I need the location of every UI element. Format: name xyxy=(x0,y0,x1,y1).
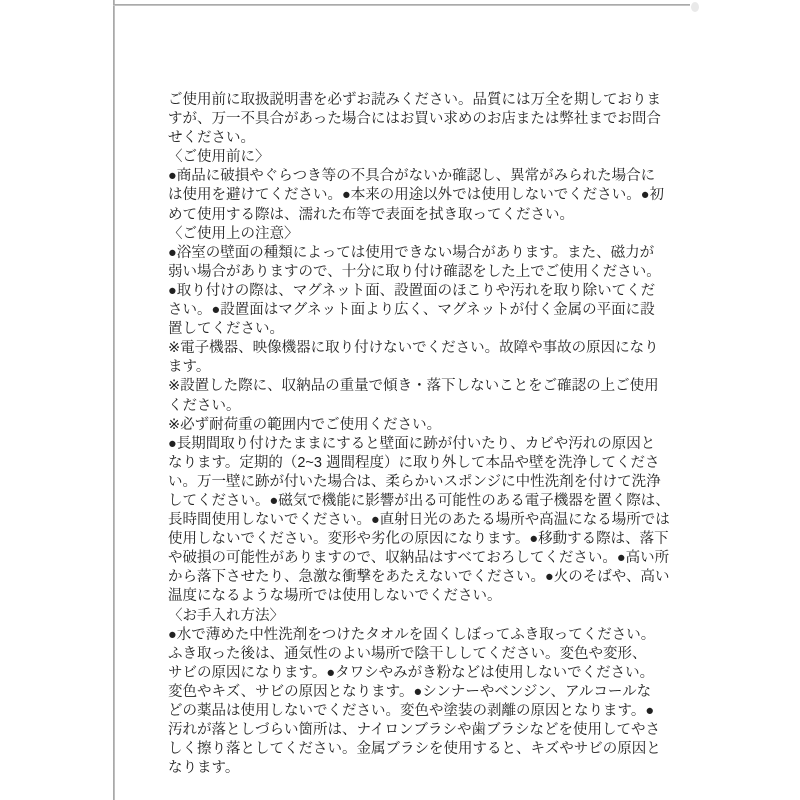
section-heading-line: 〈ご使用前に〉 xyxy=(168,149,270,166)
doc-text-line: 置してください。 xyxy=(168,321,284,338)
doc-text-line: 変色やキズ、サビの原因となります。●シンナーやベンジン、アルコールな xyxy=(168,683,652,700)
scan-artifact-speck xyxy=(691,2,699,12)
doc-text-line: せください。 xyxy=(168,130,255,147)
doc-text-line: ※設置した際に、収納品の重量で傾き・落下しないことをご確認の上ご使用 xyxy=(168,378,659,395)
doc-text-line: 汚れが落としづらい箇所は、ナイロンブラシや歯ブラシなどを使用してやさ xyxy=(168,722,660,739)
doc-text-line: めて使用する際は、濡れた布等で表面を拭き取ってください。 xyxy=(168,206,574,223)
page-edge-top-line xyxy=(113,4,690,6)
doc-text-line: や破損の可能性がありますので、収納品はすべておろしてください。●高い所 xyxy=(168,550,670,567)
doc-text-line: は使用を避けてください。●本来の用途以外では使用しないでください。●初 xyxy=(168,187,665,204)
doc-text-line: さい。●設置面はマグネット面より広く、マグネットが付く金属の平面に設 xyxy=(168,302,655,319)
doc-text-line: なります。定期的（2~3 週間程度）に取り外して本品や壁を洗浄してくださ xyxy=(168,454,660,471)
doc-text-line: してください。●磁気で機能に影響が出る可能性のある電子機器を置く際は、 xyxy=(168,492,670,509)
doc-text-line: 長時間使用しないでください。●直射日光のあたる場所や高温になる場所では xyxy=(168,512,670,529)
doc-text-line: どの薬品は使用しないでください。変色や塗装の剥離の原因となります。● xyxy=(168,703,655,719)
doc-text-line: ●浴室の壁面の種類によっては使用できない場合があります。また、磁力が xyxy=(168,244,655,261)
doc-text-line: 使用しないでください。変形や劣化の原因になります。●移動する際は、落下 xyxy=(168,531,669,548)
section-heading-line: 〈ご使用上の注意〉 xyxy=(168,225,299,242)
doc-text-line: ※電子機器、映像機器に取り付けないでください。故障や事故の原因になり xyxy=(168,340,659,357)
doc-text-line: なります。 xyxy=(168,760,240,777)
page-edge-left-line xyxy=(113,0,115,800)
doc-text-line: ●商品に破損やぐらつき等の不具合がないか確認し、異常がみられた場合に xyxy=(168,168,656,185)
instruction-text-block xyxy=(168,91,670,778)
doc-text-line: 温度になるような場所では使用しないでください。 xyxy=(168,588,502,605)
doc-text-line: ふき取った後は、通気性のよい場所で陰干ししてください。変色や変形、 xyxy=(168,645,647,662)
doc-text-line: すが、万一不具合があった場合にはお買い求めのお店または弊社までお問合 xyxy=(168,111,661,128)
doc-text-line: ます。 xyxy=(168,359,211,376)
doc-text-line: い。万一壁に跡が付いた場合は、柔らかいスポンジに中性洗剤を付けて洗浄 xyxy=(168,473,661,490)
doc-text-line: 弱い場合がありますので、十分に取り付け確認をした上でご使用ください。 xyxy=(168,263,661,280)
doc-text-line: ください。 xyxy=(168,397,241,414)
doc-text-line: サビの原因になります。●タワシやみがき粉などは使用しないでください。 xyxy=(168,664,655,681)
doc-text-line: ●取り付けの際は、マグネット面、設置面のほこりや汚れを取り除いてくだ xyxy=(168,282,656,299)
doc-text-line: ●水で薄めた中性洗剤をつけたタオルを固くしぼってふき取ってください。 xyxy=(168,626,656,643)
doc-text-line: から落下させたり、急激な衝撃をあたえないでください。●火のそばや、高い xyxy=(168,569,670,586)
section-heading-line: 〈お手入れ方法〉 xyxy=(168,607,284,624)
doc-text-line: ご使用前に取扱説明書を必ずお読みください。品質には万全を期しておりま xyxy=(168,92,661,108)
doc-text-line: ※必ず耐荷重の範囲内でご使用ください。 xyxy=(168,416,442,433)
doc-text-line: ●長期間取り付けたままにすると壁面に跡が付いたり、カビや汚れの原因と xyxy=(168,435,656,452)
doc-text-line: しく擦り落としてください。金属ブラシを使用すると、キズやサビの原因と xyxy=(168,741,661,758)
